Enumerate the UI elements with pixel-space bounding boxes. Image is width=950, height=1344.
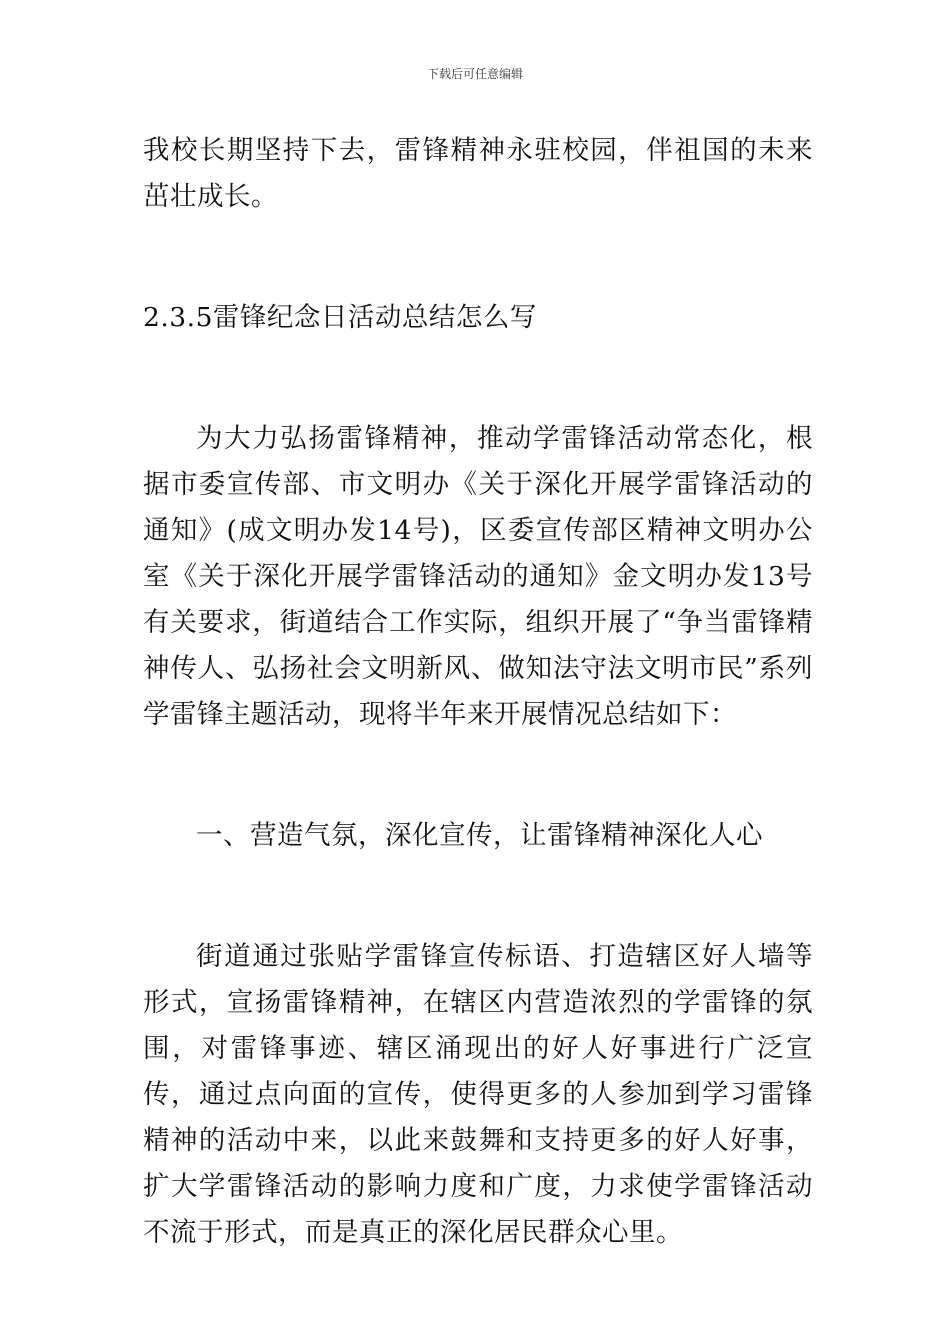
- paragraph-body: 街道通过张贴学雷锋宣传标语、打造辖区好人墙等形式，宣扬雷锋精神，在辖区内营造浓烈的学雷锋的氛围，对雷锋事迹、辖区涌现出的好人好事进行广泛宣传，通过点向面的宣传，使得更多的人参加到学习雷锋精神的活动中来，以此来鼓舞和支持更多的好人好事，扩大学雷锋活动的影响力度和广度，力求使学雷锋活动不流于形式，而是真正的深化居民群众心里。: [143, 941, 813, 1248]
- page-header-note: 下载后可任意编辑: [426, 67, 523, 81]
- document-body: [143, 128, 813, 1256]
- paragraph-continuation: 我校长期坚持下去，雷锋精神永驻校园，伴祖国的未来茁壮成长。: [143, 135, 813, 212]
- subsection-heading: 一、营造气氛，深化宣传，让雷锋精神深化人心: [196, 820, 763, 851]
- section-heading: 2.3.5雷锋纪念日活动总结怎么写: [143, 302, 537, 333]
- paragraph-intro: 为大力弘扬雷锋精神，推动学雷锋活动常态化，根据市委宣传部、市文明办《关于深化开展学雷锋活动的通知》(成文明办发14号)，区委宣传部区精神文明办公室《关于深化开展学雷锋活动的通知》金文明办发13号有关要求，街道结合工作实际，组织开展了“争当雷锋精神传人、弘扬社会文明新风、做知法守法文明市民”系列学雷锋主题活动，现将半年来开展情况总结如下：: [143, 423, 813, 730]
